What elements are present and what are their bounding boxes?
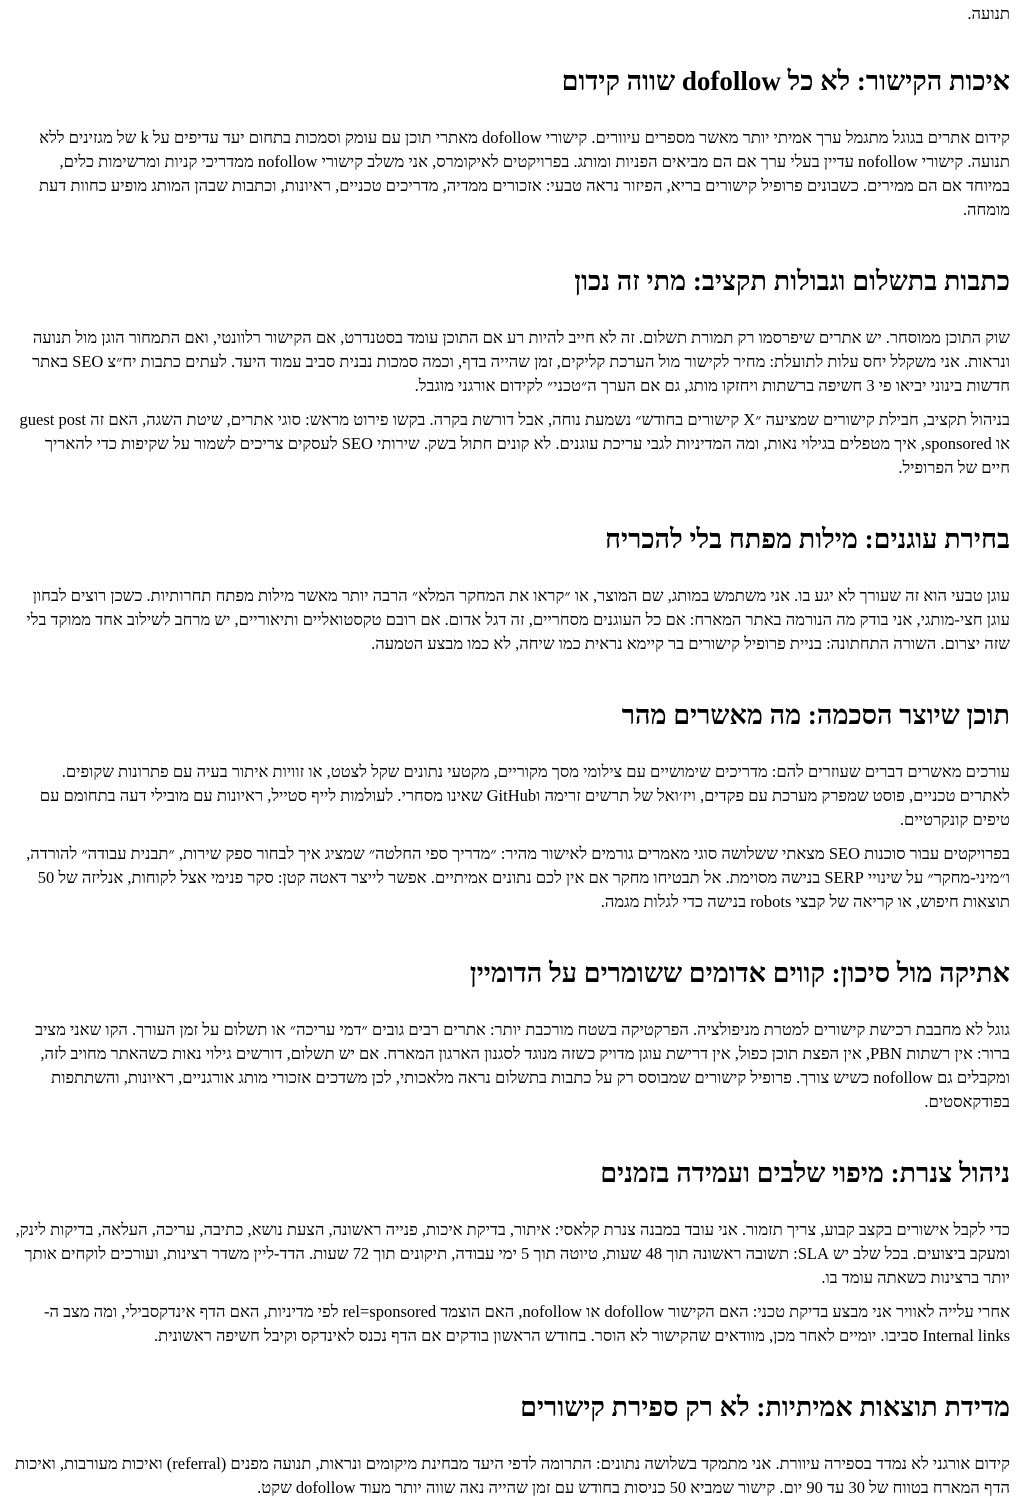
paragraph: עוגן טבעי הוא זה שעורך לא יגע בו. אני משתמש במותג, שם המוצר, או ״קראו את המחקר המלא״ הרבה יותר מאשר מילות מפתח תחרותיות. כשכן רוצים לבחון עוגן חצי-מותגי, אני בודק מה הנורמה באתר המארח: אם כל העוגנים מסחריים, זה דגל אדום. אם רובם טקסטואליים ותיאוריים, יש מרחב לשילוב אחד ממוקד בלי שזה יצרום. השורה התחתונה: בניית פרופיל קישורים בר קיימא נראית כמו שיחה, לא כמו מבצע הטמעה.	[26, 586, 1010, 653]
section-paid-articles	[14, 264, 1010, 480]
paragraph: קידום אורגני לא נמדד בספירה עיוורת. אני מתמקד בשלושה נתונים: התרומה לדפי היעד מבחינת מיקומים ונראות, תנועה מפנים (referral) ואיכות מעורבות, ואיכות הדף המארח בטווח של 30 עד 90 יום. קישור שמביא 50 כניסות בחודש עם זמן שהייה נאה שווה יותר מעוד dofollow שקט.	[14, 1454, 1010, 1497]
paragraph: עורכים מאשרים דברים שעוזרים להם: מדריכים שימושיים עם צילומי מסך מקוריים, מקטעי נתונים שקל לצטט, או זוויות איתור בעיה עם פתרונות שקופים. לאתרים טכניים, פוסט שמפרק מערכת עם פקדים, ויז׳ואל של תרשים זרימה וGitHub שאינו מסחרי. לעולמות לייף סטייל, ראיונות עם מובילי דעה בתחומם עם טיפים קונקרטיים.	[39, 762, 1010, 829]
section-heading: איכות הקישור: לא כל dofollow שווה קידום	[561, 66, 1010, 96]
paragraph: אחרי עלייה לאוויר אני מבצע בדיקת טכני: האם הקישור dofollow או nofollow, האם הוצמד rel=sponsored לפי מדיניות, האם הדף אינדקסבילי, ומה מצב ה-Internal links סביבו. יומיים לאחר מכן, מוודאים שהקישור לא הוסר. בחודש הראשון בודקים אם הדף נכנס לאינדקס וקיבל חשיפה ראשונית.	[44, 1302, 1010, 1345]
section-anchor-selection	[14, 522, 1010, 656]
section-heading: תוכן שיוצר הסכמה: מה מאשרים מהר	[621, 700, 1010, 730]
article	[0, 2, 1024, 1500]
paragraph: גוגל לא מחבבת רכישת קישורים למטרת מניפולציה. הפרקטיקה בשטח מורכבת יותר: אתרים רבים גובים ״דמי עריכה״ או תשלום על זמן העורך. הקו שאני מציב ברור: אין רשתות PBN, אין הפצת תוכן כפול, אין דרישת עוגן מדויק כשזה מנוגד לסגנון הארגון המארח. אם יש תשלום, דורשים גילוי נאות כשהאתר מחויב לזה, ומקבלים גם nofollow כשיש צורך. פרופיל קישורים שמבוסס רק על כתבות בתשלום נראה מלאכותי, לכן משדכים אזכורי מותג אורגניים, ראיונות, והשתתפות בפודקאסטים.	[35, 1020, 1010, 1111]
paragraph: קידום אתרים בגוגל מתגמל ערך אמיתי יותר מאשר מספרים עיוורים. קישורי dofollow מאתרי תוכן עם עומק וסמכות בתחום יעד עדיפים על k של מגזינים ללא תנועה. קישורי nofollow עדיין בעלי ערך אם הם מביאים הפניות ומותג. בפרויקטים לאיקומרס, אני משלב קישורי nofollow ממדריכי קניות ומרשימות כלים, במיוחד אם הם ממירים. כשבונים פרופיל קישורים בריא, הפיזור נראה טבעי: אזכורים ממדיה, מדריכים טכניים, ראיונות, וכתבות שבהן המותג מופיע כחוות דעת מומחה.	[38, 128, 1010, 219]
section-link-quality	[14, 64, 1010, 222]
paragraph-continuation: תנועה.	[967, 4, 1010, 23]
section-approved-content	[14, 698, 1010, 914]
section-heading: ניהול צנרת: מיפוי שלבים ועמידה בזמנים	[600, 1158, 1010, 1188]
section-heading: אתיקה מול סיכון: קווים אדומים ששומרים על הדומיין	[469, 958, 1010, 988]
paragraph: שוק התוכן ממוסחר. יש אתרים שיפרסמו רק תמורת תשלום. זה לא חייב להיות רע אם התוכן עומד בסטנדרט, אם הקישור רלוונטי, ואם התמחור הוגן מול תנועה ונראות. אני משקלל יחס עלות לתועלת: מחיר לקישור מול הערכת קליקים, זמן שהייה בדף, וכמה סמכות נבנית סביב עמוד היעד. לעתים כתבות יח״צ SEO באתר חדשות בינוני יביאו פי 3 חשיפה ברשתות ויחזקו מותג, גם אם הערך ה״טכני״ לקידום אורגני מוגבל.	[32, 328, 1010, 395]
section-heading: כתבות בתשלום וגבולות תקציב: מתי זה נכון	[574, 266, 1010, 296]
section-ethics-risk	[14, 956, 1010, 1114]
paragraph: בפרויקטים עבור סוכנות SEO מצאתי ששלושה סוגי מאמרים גורמים לאישור מהיר: ״מדריך ספי החלטה״ שמציג איך לבחור ספק שירות, ״תבנית עבודה״ להורדה, ו״מיני-מחקר״ על שינויי SERP בנישה מסוימת. אל תבטיחו מחקר אם אין לכם נתונים אמיתיים. אפשר לייצר דאטה קטן: סקר פנימי אצל לקוחות, אנליזה של 50 תוצאות חיפוש, או קריאה של קבצי robots בנישה כדי לגלות מגמה.	[26, 844, 1010, 911]
paragraph: בניהול תקציב, חבילת קישורים שמציעה ״X קישורים בחודש״ נשמעת נוחה, אבל דורשת בקרה. בקשו פירוט מראש: סוגי אתרים, שיטת השגה, האם זה guest post או sponsored, איך מטפלים בגילוי נאות, ומה המדיניות לגבי עריכת עוגנים. לא קונים חתול בשק. שירותי SEO לעסקים צריכים לשמור על שקיפות כדי להאריך חיים של הפרופיל.	[19, 410, 1010, 477]
section-heading: מדידת תוצאות אמיתיות: לא רק ספירת קישורים	[520, 1392, 1010, 1422]
section-pipeline-management	[14, 1156, 1010, 1348]
paragraph: כדי לקבל אישורים בקצב קבוע, צריך תזמור. אני עובד במבנה צנרת קלאסי: איתור, בדיקת איכות, פנייה ראשונה, הצעת נושא, כתיבה, עריכה, העלאה, בדיקות לינק, ומעקב ביצועים. בכל שלב יש SLA: תשובה ראשונה תוך 48 שעות, טיוטה תוך 5 ימי עבודה, תיקונים תוך 72 שעות. הדד-ליין משדר רצינות, ועורכים לוקחים אותך יותר ברצינות כשאתה עומד בו.	[15, 1220, 1010, 1287]
section-heading: בחירת עוגנים: מילות מפתח בלי להכריח	[605, 524, 1010, 554]
section-measuring-results	[14, 1390, 1010, 1500]
